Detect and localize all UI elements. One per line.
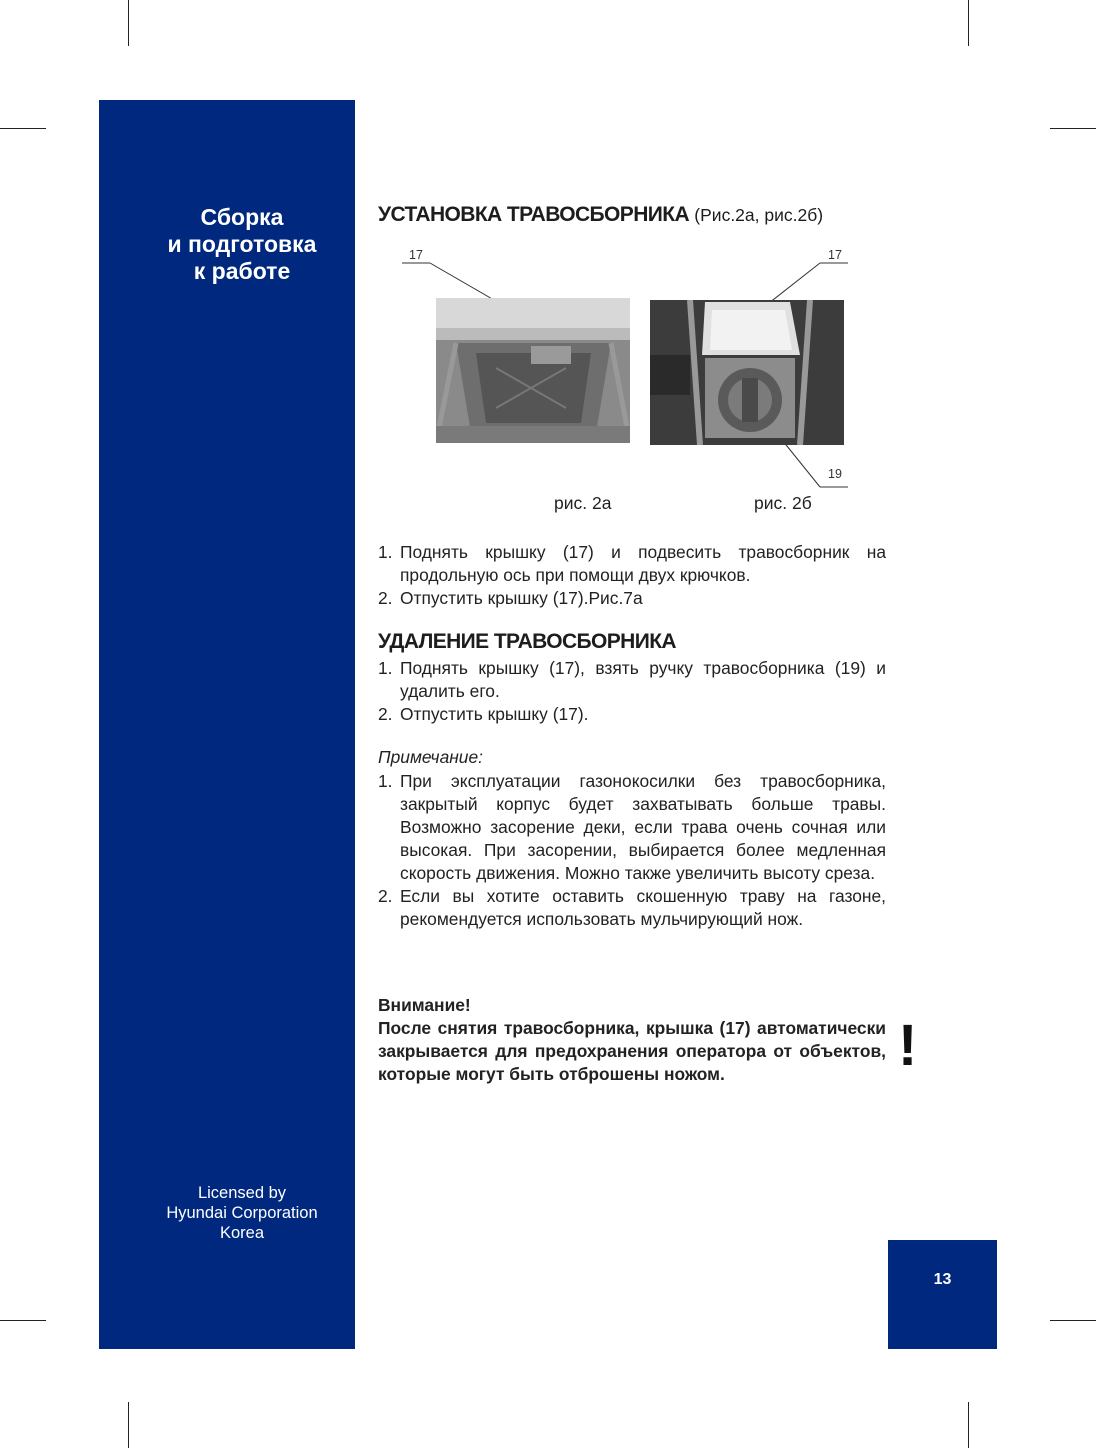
license-line: Korea: [219, 1224, 265, 1242]
list-item-text: Поднять крышку (17) и подвесить травосборник на продольную ось при помощи двух крючков.: [400, 542, 886, 585]
list-item-text: Отпустить крышку (17).: [400, 704, 589, 724]
warning-block: [378, 994, 886, 1086]
list-item-number: 2.: [378, 886, 393, 906]
warning-text: После снятия травосборника, крышка (17) автоматически закрывается для предохранения оператора от объектов, которые могут быть отброшены ножом.: [378, 1018, 886, 1084]
license-line: Licensed by: [197, 1184, 287, 1202]
photo-fig-2a: [436, 298, 630, 443]
note-title: Примечание:: [378, 747, 483, 767]
list-item: [378, 885, 886, 931]
list-item-text: Отпустить крышку (17).Рис.7а: [400, 588, 643, 608]
list-item-number: 1.: [378, 542, 393, 562]
section-remove-heading: [378, 630, 886, 654]
note-list: [378, 770, 886, 931]
photo-fig-2b-illustration: [650, 300, 844, 445]
list-item-number: 2.: [378, 588, 393, 608]
section-install-ref: (Рис.2а, рис.2б): [694, 205, 824, 225]
list-item-text: Поднять крышку (17), взять ручку травосборника (19) и удалить его.: [400, 658, 886, 701]
list-item: [378, 703, 886, 726]
caption-fig-2a: рис. 2а: [554, 493, 612, 513]
list-item-text: При эксплуатации газонокосилки без травосборника, закрытый корпус будет захватывать больше травы. Возможно засорение деки, если трава очень сочная или высокая. При засорении, выбирается более медленная скорость движения. Можно также увеличить высоту среза.: [400, 771, 886, 883]
list-item: [378, 587, 886, 610]
exclamation-icon: !: [898, 1013, 918, 1078]
install-steps-list: [378, 541, 886, 610]
list-item-text: Если вы хотите оставить скошенную траву на газоне, рекомендуется использовать мульчирующий нож.: [400, 886, 886, 929]
list-item: [378, 541, 886, 587]
list-item-number: 1.: [378, 658, 393, 678]
callout-17-right: 17: [828, 248, 842, 262]
photo-fig-2a-illustration: [436, 298, 630, 443]
list-item-number: 1.: [378, 771, 393, 791]
section-install-title: УСТАНОВКА ТРАВОСБОРНИКА: [378, 203, 690, 226]
callout-19: 19: [828, 467, 842, 481]
caption-fig-2b: рис. 2б: [754, 493, 812, 513]
list-item: [378, 657, 886, 703]
remove-steps-list: [378, 657, 886, 726]
sidebar-title-line: и подготовка: [167, 231, 317, 257]
list-item: [378, 770, 886, 885]
photo-fig-2b: [650, 300, 844, 445]
callout-17-left: 17: [409, 248, 423, 262]
section-remove-title: УДАЛЕНИЕ ТРАВОСБОРНИКА: [378, 630, 676, 653]
license-line: Hyundai Corporation: [166, 1204, 318, 1222]
warning-title: Внимание!: [378, 995, 471, 1015]
page-number: 13: [888, 1240, 997, 1349]
sidebar-title-line: к работе: [193, 258, 291, 284]
sidebar-title-line: Сборка: [200, 204, 284, 230]
list-item-number: 2.: [378, 704, 393, 724]
